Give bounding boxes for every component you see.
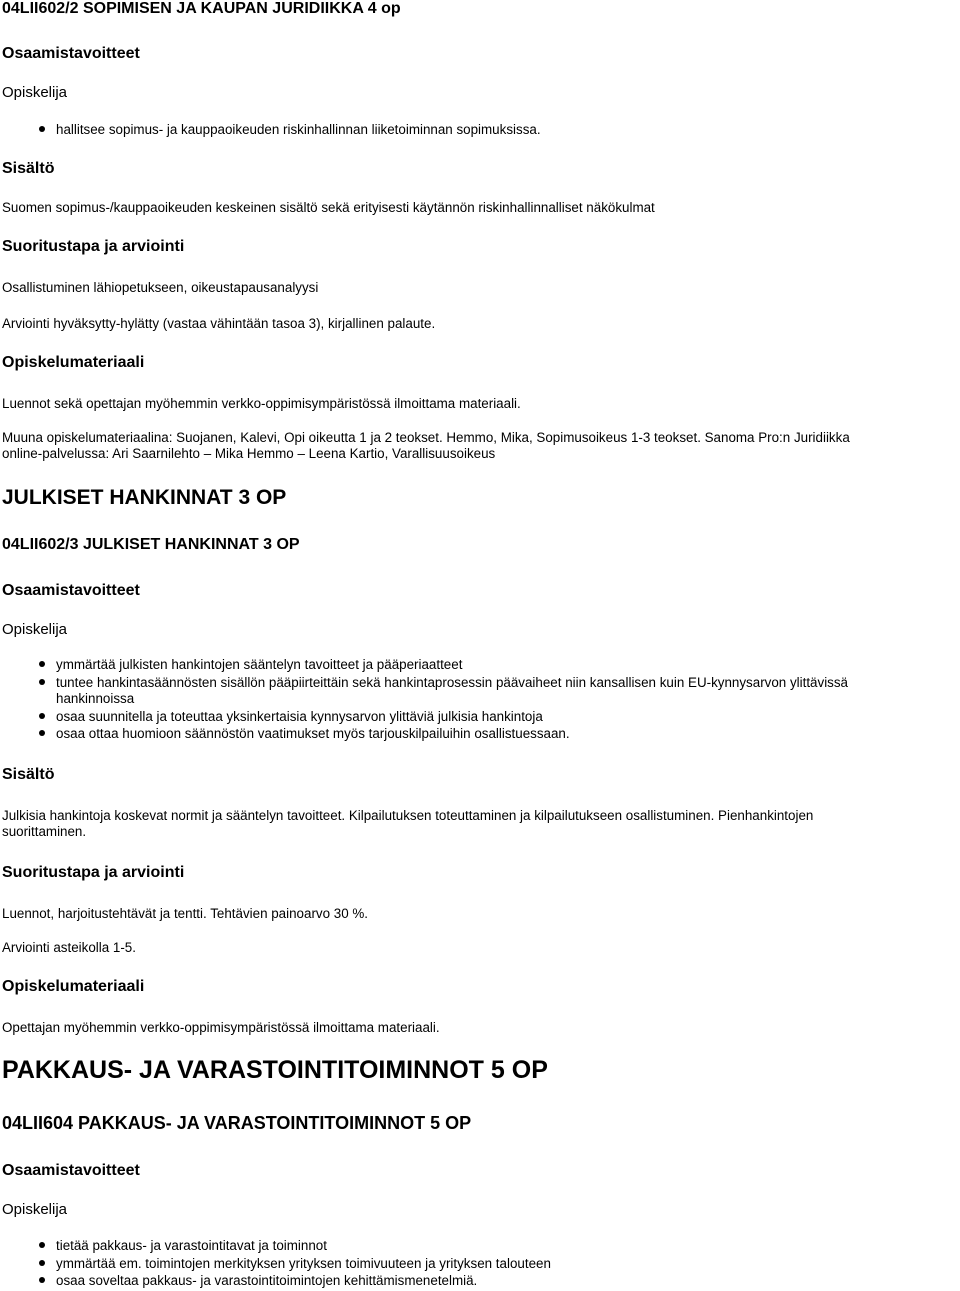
- list-item: ymmärtää em. toimintojen merkityksen yrityksen toimivuuteen ja yrityksen talouteen: [40, 1255, 551, 1273]
- goals-list: [40, 121, 541, 139]
- module-title: JULKISET HANKINNAT 3 OP: [2, 486, 287, 509]
- method-heading: Suoritustapa ja arviointi: [2, 238, 185, 255]
- goals-list: [40, 1237, 551, 1290]
- goals-list: [40, 656, 848, 743]
- list-item: osaa soveltaa pakkaus- ja varastointitoimintojen kehittämismenetelmiä.: [40, 1272, 551, 1290]
- list-item: ymmärtää julkisten hankintojen sääntelyn tavoitteet ja pääperiaatteet: [40, 656, 848, 674]
- goals-heading: Osaamistavoitteet: [2, 45, 140, 62]
- list-item: tietää pakkaus- ja varastointitavat ja toiminnot: [40, 1237, 551, 1255]
- material-heading: Opiskelumateriaali: [2, 354, 145, 371]
- content-heading: Sisältö: [2, 766, 55, 783]
- material-text: Luennot sekä opettajan myöhemmin verkko-oppimisympäristössä ilmoittama materiaali.: [2, 396, 521, 411]
- material-text-extra-cont: online-palvelussa: Ari Saarnilehto – Mika Hemmo – Leena Kartio, Varallisuusoikeus: [2, 446, 496, 461]
- course-code-title: 04LII602/2 SOPIMISEN JA KAUPAN JURIDIIKKA 4 op: [2, 0, 401, 17]
- student-label: Opiskelija: [2, 621, 68, 638]
- module-title: PAKKAUS- JA VARASTOINTITOIMINNOT 5 OP: [2, 1056, 548, 1084]
- assessment-text: Arviointi asteikolla 1-5.: [2, 940, 136, 955]
- method-text: Osallistuminen lähiopetukseen, oikeustapausanalyysi: [2, 280, 319, 295]
- goals-heading: Osaamistavoitteet: [2, 582, 140, 599]
- course-code-title: 04LII604 PAKKAUS- JA VARASTOINTITOIMINNOT 5 OP: [2, 1113, 472, 1133]
- content-text: Suomen sopimus-/kauppaoikeuden keskeinen sisältö sekä erityisesti käytännön riskinhallinnalliset näkökulmat: [2, 200, 655, 215]
- content-text: Julkisia hankintoja koskevat normit ja sääntelyn tavoitteet. Kilpailutuksen toteuttaminen ja kilpailutukseen osallistuminen. Pienhankintojen: [2, 808, 814, 823]
- goals-heading: Osaamistavoitteet: [2, 1162, 140, 1179]
- list-item: osaa ottaa huomioon säännöstön vaatimukset myös tarjouskilpailuihin osallistuessaan.: [40, 725, 848, 743]
- method-text: Luennot, harjoitustehtävät ja tentti. Tehtävien painoarvo 30 %.: [2, 906, 369, 921]
- student-label: Opiskelija: [2, 84, 68, 101]
- material-text: Opettajan myöhemmin verkko-oppimisympäristössä ilmoittama materiaali.: [2, 1020, 440, 1035]
- list-item: hallitsee sopimus- ja kauppaoikeuden riskinhallinnan liiketoiminnan sopimuksissa.: [40, 121, 541, 139]
- student-label: Opiskelija: [2, 1201, 68, 1218]
- course-code-title: 04LII602/3 JULKISET HANKINNAT 3 OP: [2, 536, 300, 553]
- content-heading: Sisältö: [2, 160, 55, 177]
- list-item: osaa suunnitella ja toteuttaa yksinkertaisia kynnysarvon ylittäviä julkisia hankintoja: [40, 708, 848, 726]
- content-text-cont: suorittaminen.: [2, 824, 87, 839]
- assessment-text: Arviointi hyväksytty-hylätty (vastaa vähintään tasoa 3), kirjallinen palaute.: [2, 316, 436, 331]
- list-item: tuntee hankintasäännösten sisällön pääpiirteittäin sekä hankintaprosessin päävaiheet niin kansallisen kuin EU-kynnysarvon ylittävissä: [40, 674, 848, 692]
- material-heading: Opiskelumateriaali: [2, 978, 145, 995]
- material-text-extra: Muuna opiskelumateriaalina: Suojanen, Kalevi, Opi oikeutta 1 ja 2 teokset. Hemmo, Mika, Sopimusoikeus 1-3 teokset. Sanoma Pro:n Juridiikka: [2, 430, 850, 445]
- method-heading: Suoritustapa ja arviointi: [2, 864, 185, 881]
- list-item-cont: hankinnoissa: [56, 691, 135, 706]
